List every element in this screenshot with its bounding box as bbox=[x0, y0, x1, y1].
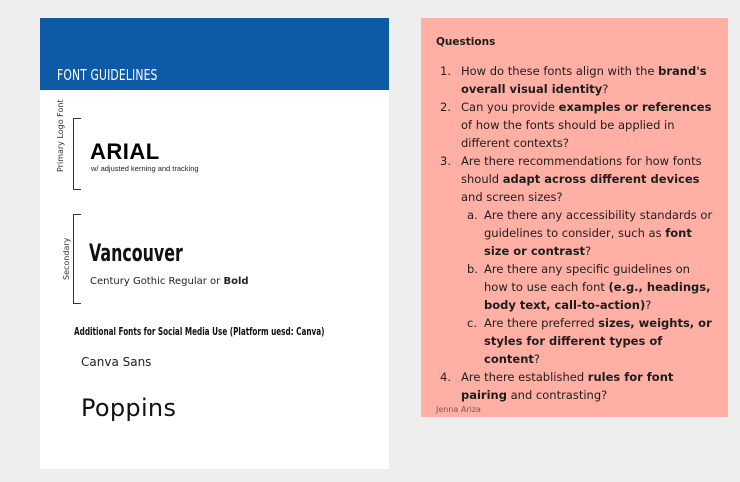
question-text: Can you provide bbox=[461, 100, 559, 114]
question-emphasis: adapt across different devices bbox=[502, 172, 700, 186]
questions-list bbox=[436, 62, 714, 404]
additional-fonts-heading: Additional Fonts for Social Media Use (Platform uesd: Canva) bbox=[74, 325, 325, 338]
question-3-subquestions bbox=[461, 206, 714, 368]
primary-font-name: ARIAL bbox=[90, 139, 160, 164]
question-3 bbox=[436, 152, 714, 368]
question-number: 4. bbox=[440, 370, 451, 384]
question-number: 3. bbox=[440, 154, 451, 168]
questions-sticky-note[interactable] bbox=[421, 18, 728, 417]
question-emphasis: (e.g., headings, body text, call-to-action) bbox=[484, 280, 711, 312]
question-emphasis: examples or references bbox=[558, 100, 712, 114]
question-text: How do these fonts align with the bbox=[461, 64, 659, 78]
question-text: Are there recommendations for how fonts should bbox=[461, 154, 702, 186]
secondary-bracket bbox=[73, 214, 81, 304]
secondary-desc-bold: Bold bbox=[223, 276, 249, 287]
question-number: 1. bbox=[440, 64, 451, 78]
question-emphasis: rules for font pairing bbox=[461, 370, 674, 402]
question-emphasis: sizes, weights, or styles for different types of content bbox=[484, 316, 712, 366]
subquestion-letter: a. bbox=[467, 208, 478, 222]
note-author: Jenna Ariza bbox=[436, 405, 481, 414]
question-2 bbox=[436, 98, 714, 152]
question-text: ? bbox=[585, 244, 592, 258]
question-text: ? bbox=[602, 82, 609, 96]
secondary-font-label: Secondary bbox=[62, 237, 71, 280]
question-3c bbox=[461, 314, 714, 368]
secondary-desc-regular: Century Gothic Regular bbox=[90, 276, 207, 287]
question-1 bbox=[436, 62, 714, 98]
question-text: and contrasting? bbox=[506, 388, 608, 402]
note-title: Questions bbox=[436, 36, 496, 48]
subquestion-letter: b. bbox=[467, 262, 478, 276]
question-text: of how the fonts should be applied in different contexts? bbox=[461, 118, 675, 150]
document-title: FONT GUIDELINES bbox=[57, 66, 158, 84]
question-text: Are there any accessibility standards or guidelines to consider, such as bbox=[484, 208, 713, 240]
question-emphasis: brand's overall visual identity bbox=[461, 64, 707, 96]
secondary-desc-or: or bbox=[206, 276, 224, 287]
additional-font-poppins: Poppins bbox=[81, 394, 177, 422]
question-3a bbox=[461, 206, 714, 260]
question-emphasis: font size or contrast bbox=[484, 226, 692, 258]
question-number: 2. bbox=[440, 100, 451, 114]
question-3b bbox=[461, 260, 714, 314]
primary-font-label: Primary Logo Font bbox=[56, 99, 65, 172]
question-text: and screen sizes? bbox=[461, 190, 563, 204]
question-text: Are there any specific guidelines on how to use each font bbox=[484, 262, 690, 294]
question-text: Are there established bbox=[461, 370, 588, 384]
question-text: Are there preferred bbox=[484, 316, 599, 330]
additional-font-canva-sans: Canva Sans bbox=[81, 355, 152, 369]
question-4 bbox=[436, 368, 714, 404]
question-text: ? bbox=[645, 298, 652, 312]
secondary-font-description bbox=[90, 276, 249, 287]
font-guidelines-document[interactable] bbox=[40, 18, 389, 469]
primary-bracket bbox=[73, 118, 81, 190]
question-text: ? bbox=[533, 352, 540, 366]
subquestion-letter: c. bbox=[467, 316, 477, 330]
primary-font-note: w/ adjusted kerning and tracking bbox=[91, 164, 199, 173]
secondary-font-name: Vancouver bbox=[89, 239, 183, 267]
